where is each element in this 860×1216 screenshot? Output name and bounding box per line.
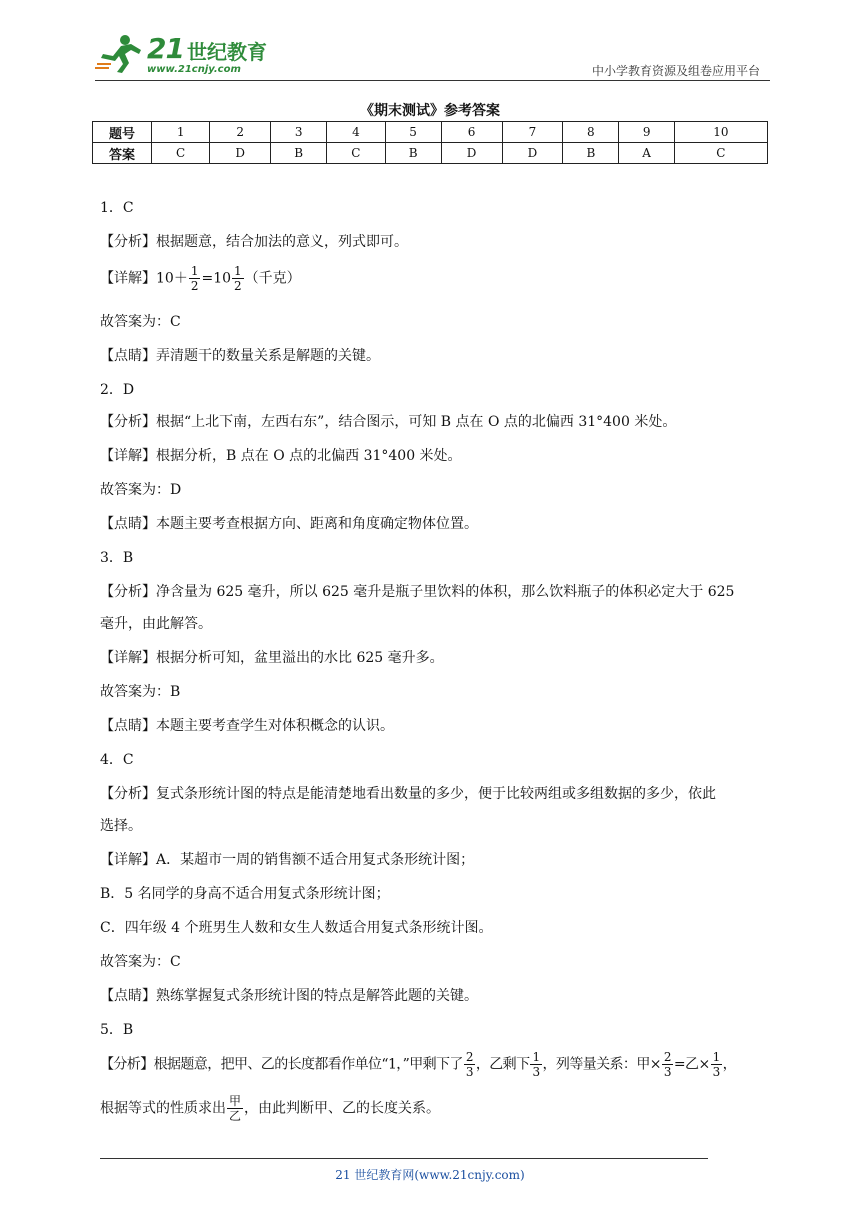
table-cell: 8	[563, 122, 619, 143]
q1-expr-a: 10＋	[156, 270, 188, 287]
q4-analysis-line1: 【分析】复式条形统计图的特点是能清楚地看出数量的多少，便于比较两组或多组数据的多少，依此	[100, 786, 716, 802]
table-cell: D	[441, 143, 502, 164]
fraction-numerator: 1	[190, 264, 199, 278]
table-cell: A	[619, 143, 674, 164]
q3-analysis-line1: 【分析】净含量为 625 毫升，所以 625 毫升是瓶子里饮料的体积，那么饮料瓶子的体积必定大于 625	[100, 584, 735, 600]
q3-analysis-line2: 毫升，由此解答。	[100, 616, 212, 632]
page-title: 《期末测试》参考答案	[360, 103, 500, 119]
table-cell: B	[271, 143, 327, 164]
q3-comment: 【点睛】本题主要考查学生对体积概念的认识。	[100, 718, 394, 734]
q1-detail-prefix: 【详解】	[100, 270, 156, 287]
q2-heading: 2．D	[100, 382, 135, 398]
fraction	[464, 1050, 475, 1079]
table-cell: C	[327, 143, 385, 164]
q1-unit: （千克）	[244, 270, 301, 287]
q5-text-a: 【分析】根据题意，把甲、乙的长度都看作单位“1，”甲剩下了	[100, 1056, 463, 1073]
q5-text-d: =乙×	[673, 1056, 710, 1073]
q5-text-c: ，列等量关系：甲×	[542, 1056, 661, 1073]
row-label-number: 题号	[93, 122, 152, 143]
row-label-answer: 答案	[93, 143, 152, 164]
fraction-numerator: 1	[712, 1050, 720, 1064]
fraction	[189, 264, 201, 293]
table-cell: C	[674, 143, 767, 164]
fraction-numerator: 2	[465, 1050, 473, 1064]
fraction-denominator: 3	[712, 1065, 720, 1079]
q5-analysis	[100, 1050, 736, 1079]
q4-detail-c: C．四年级 4 个班男生人数和女生人数适合用复式条形统计图。	[100, 920, 493, 936]
q1-comment: 【点睛】弄清题干的数量关系是解题的关键。	[100, 348, 380, 364]
table-cell: 10	[674, 122, 767, 143]
table-row-answers	[93, 143, 768, 164]
logo-brand-text: 世纪教育	[187, 40, 267, 64]
table-cell: 9	[619, 122, 674, 143]
q5-line2-a: 根据等式的性质求出	[100, 1100, 226, 1117]
q2-comment: 【点睛】本题主要考查根据方向、距离和角度确定物体位置。	[100, 516, 478, 532]
fraction	[232, 264, 244, 293]
q2-answer: 故答案为：D	[100, 482, 182, 498]
table-cell: D	[502, 143, 563, 164]
fraction-denominator: 乙	[229, 1109, 242, 1123]
q2-analysis: 【分析】根据“上北下南，左西右东”，结合图示，可知 B 点在 O 点的北偏西 31°400 米处。	[100, 414, 677, 430]
table-cell: D	[210, 143, 271, 164]
fraction-numerator: 甲	[229, 1094, 242, 1108]
fraction-denominator: 2	[234, 279, 242, 293]
q5-analysis-line2	[100, 1094, 440, 1123]
fraction	[530, 1050, 541, 1079]
table-cell: 5	[385, 122, 441, 143]
table-cell: 7	[502, 122, 563, 143]
fraction-denominator: 3	[532, 1065, 540, 1079]
footer-divider	[100, 1158, 708, 1159]
table-cell: 2	[210, 122, 271, 143]
fraction-numerator: 1	[234, 264, 242, 278]
q1-analysis: 【分析】根据题意，结合加法的意义，列式即可。	[100, 234, 408, 250]
q2-detail: 【详解】根据分析，B 点在 O 点的北偏西 31°400 米处。	[100, 448, 462, 464]
fraction-numerator: 1	[532, 1050, 540, 1064]
runner-logo-icon	[95, 34, 145, 74]
logo-number: 21	[147, 32, 184, 65]
q3-heading: 3．B	[100, 550, 134, 566]
table-cell: C	[152, 143, 210, 164]
q4-answer: 故答案为：C	[100, 954, 181, 970]
q3-detail: 【详解】根据分析可知，盆里溢出的水比 625 毫升多。	[100, 650, 444, 666]
q1-answer: 故答案为：C	[100, 314, 181, 330]
fraction-denominator: 3	[663, 1065, 671, 1079]
q3-answer: 故答案为：B	[100, 684, 181, 700]
q5-text-e: ，	[722, 1056, 737, 1073]
q1-expr-b: =10	[201, 270, 232, 287]
table-cell: 6	[441, 122, 502, 143]
q5-heading: 5．B	[100, 1022, 134, 1038]
fraction	[711, 1050, 722, 1079]
table-cell: B	[563, 143, 619, 164]
page-header	[95, 30, 770, 80]
fraction-denominator: 3	[465, 1065, 473, 1079]
q4-detail-a: 【详解】A．某超市一周的销售额不适合用复式条形统计图；	[100, 852, 475, 868]
fraction	[662, 1050, 673, 1079]
table-cell: 1	[152, 122, 210, 143]
table-row-numbers	[93, 122, 768, 143]
q4-detail-b: B．5 名同学的身高不适合用复式条形统计图；	[100, 886, 390, 902]
table-cell: 4	[327, 122, 385, 143]
footer-text: 21 世纪教育网(www.21cnjy.com)	[335, 1168, 525, 1182]
table-cell: B	[385, 143, 441, 164]
q4-comment: 【点睛】熟练掌握复式条形统计图的特点是解答此题的关键。	[100, 988, 478, 1004]
table-cell: 3	[271, 122, 327, 143]
q4-heading: 4．C	[100, 752, 134, 768]
logo-url: www.21cnjy.com	[147, 64, 241, 75]
q5-line2-b: ，由此判断甲、乙的长度关系。	[244, 1100, 441, 1117]
q1-heading: 1．C	[100, 200, 134, 216]
fraction	[227, 1094, 243, 1123]
q4-analysis-line2: 选择。	[100, 818, 142, 834]
platform-label: 中小学教育资源及组卷应用平台	[591, 64, 760, 78]
answer-table	[92, 121, 768, 164]
header-divider	[95, 80, 770, 81]
fraction-denominator: 2	[190, 279, 199, 293]
fraction-numerator: 2	[663, 1050, 671, 1064]
q1-detail	[100, 264, 301, 293]
q5-text-b: ，乙剩下	[475, 1056, 530, 1073]
